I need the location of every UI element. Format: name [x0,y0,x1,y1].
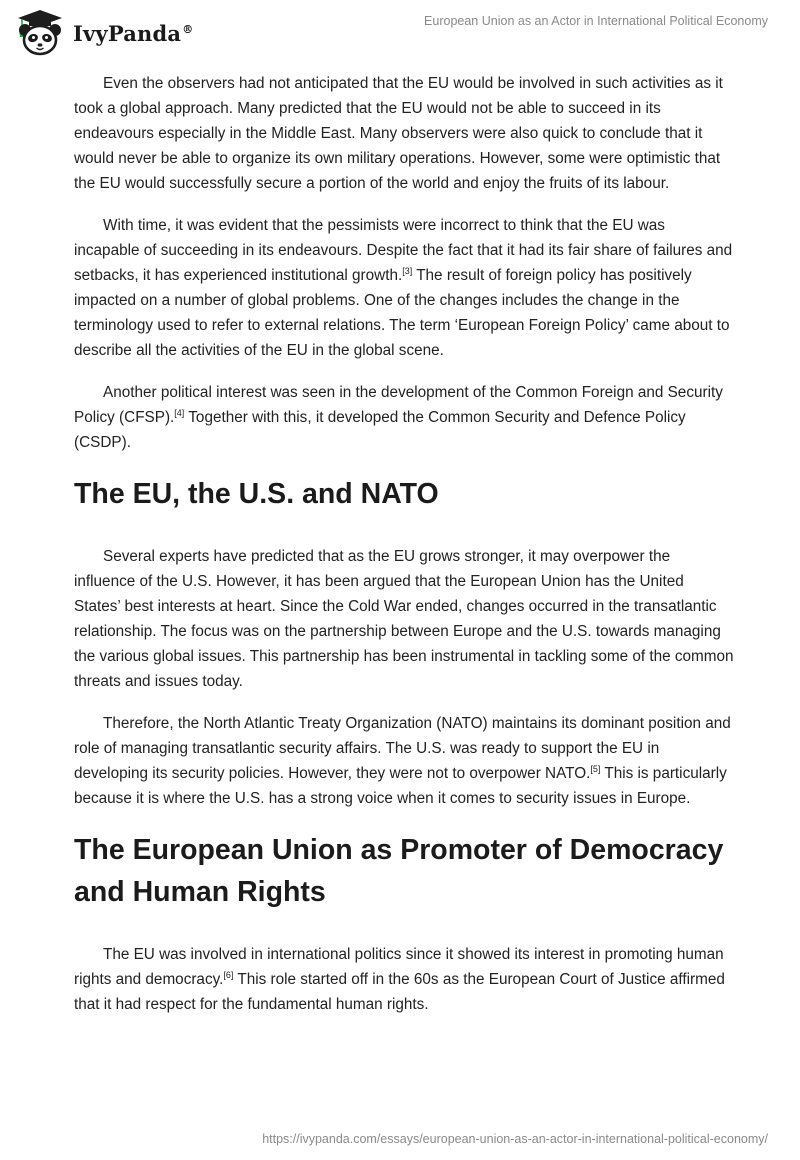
paragraph-text: The result of foreign policy has positively impacted on a number of global problems. One of the changes includes the change in the terminology used to refer to external relations. The term ‘European Foreign Policy’ came about to describe all the activities of the EU in the global scene. [74,267,730,359]
paragraph-text: The EU was involved in international politics since it showed its interest in promoting human rights and democracy. [74,946,724,988]
paragraph-text: This role started off in the 60s as the European Court of Justice affirmed that it had respect for the fundamental human rights. [74,971,725,1013]
section-heading: The European Union as Promoter of Democracy and Human Rights [74,834,724,908]
paragraph-text: Together with this, it developed the Common Security and Defence Policy (CSDP). [74,409,686,451]
panda-graduate-icon [14,8,66,58]
paragraph [74,942,734,1017]
paragraph-text: This is particularly because it is where the U.S. has a strong voice when it comes to security issues in Europe. [74,765,727,807]
paragraph [74,380,734,455]
essay-body [74,71,734,1034]
document-title: European Union as an Actor in International Political Economy [424,14,768,28]
paragraph-text: Even the observers had not anticipated that the EU would be involved in such activities as it took a global approach. Many predicted that the EU would not be able to succeed in its endeavours especially in the Middle East. Many observers were also quick to conclude that it would never be able to organize its own military operations. However, some were optimistic that the EU would successfully secure a portion of the world and enjoy the fruits of its labour. [74,75,723,192]
paragraph-text: Another political interest was seen in the development of the Common Foreign and Security Policy (CFSP). [74,384,723,426]
paragraph [74,711,734,811]
footnote-ref[interactable]: [6] [223,969,234,980]
footnote-ref[interactable]: [5] [590,763,601,774]
registered-mark: ® [182,22,194,36]
paragraph-text: With time, it was evident that the pessimists were incorrect to think that the EU was incapable of succeeding in its endeavours. Despite the fact that it had its fair share of failures and setbacks, it has experienced institutional growth. [74,217,733,284]
source-url[interactable]: https://ivypanda.com/essays/european-union-as-an-actor-in-international-political-economy/ [262,1132,768,1146]
paragraph [74,71,734,196]
paragraph-text: Therefore, the North Atlantic Treaty Organization (NATO) maintains its dominant position and role of managing transatlantic security affairs. The U.S. was ready to support the EU in developing its security policies. However, they were not to overpower NATO. [74,715,731,782]
logo-wordmark: IvyPanda® [73,20,194,46]
paragraph [74,544,734,694]
section-heading: The EU, the U.S. and NATO [74,478,439,510]
page-header [0,0,800,62]
footnote-ref[interactable]: [3] [402,265,413,276]
ivypanda-logo[interactable] [14,8,193,58]
footnote-ref[interactable]: [4] [174,407,185,418]
paragraph [74,213,734,363]
paragraph-text: Several experts have predicted that as the EU grows stronger, it may overpower the influence of the U.S. However, it has been argued that the European Union has the United States’ best interests at heart. Since the Cold War ended, changes occurred in the transatlantic relationship. The focus was on the partnership between Europe and the U.S. towards managing the various global issues. This partnership has been instrumental in tackling some of the common threats and issues today. [74,548,734,690]
